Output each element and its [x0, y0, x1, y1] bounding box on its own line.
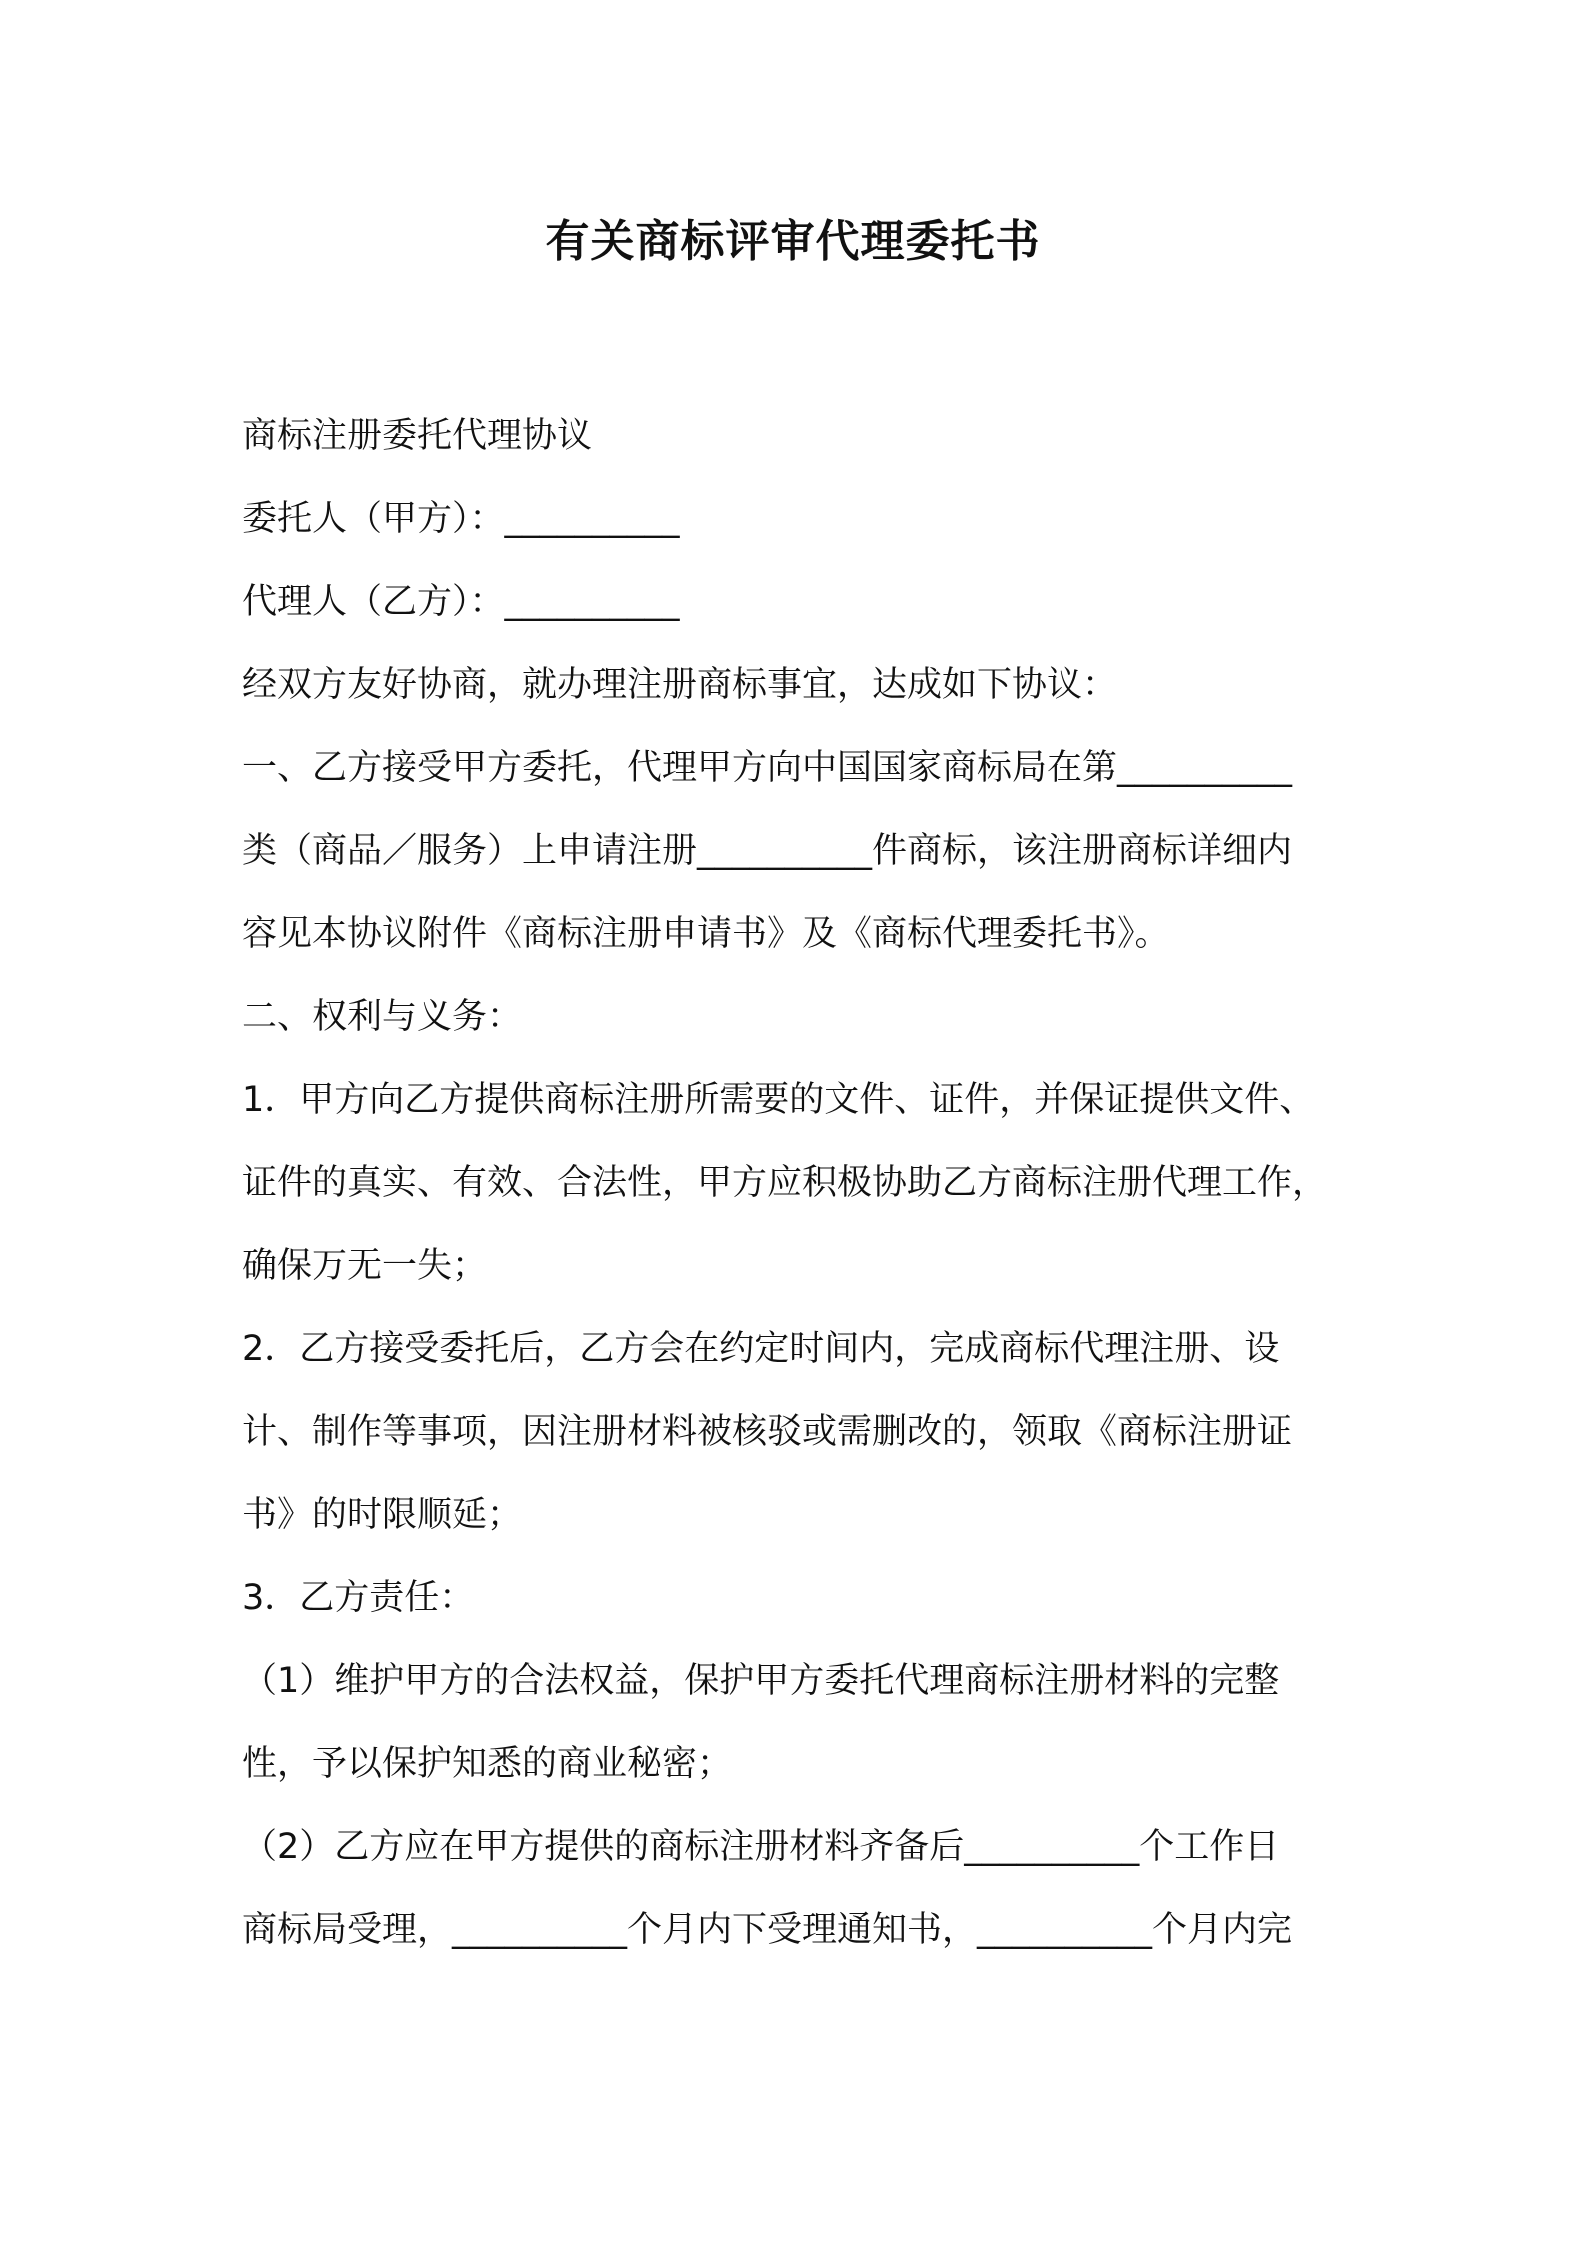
paragraph-line: （2）乙方应在甲方提供的商标注册材料齐备后__________个工作日	[242, 1827, 1280, 1867]
paragraph-line: 经双方友好协商，就办理注册商标事宜，达成如下协议：	[242, 665, 1118, 705]
paragraph-line: 容见本协议附件《商标注册申请书》及《商标代理委托书》。	[242, 914, 1170, 954]
paragraph-line: 一、乙方接受甲方委托，代理甲方向中国国家商标局在第__________	[242, 748, 1293, 788]
paragraph-line: 商标局受理，__________个月内下受理通知书，__________个月内完	[242, 1910, 1293, 1950]
paragraph-line: 计、制作等事项，因注册材料被核驳或需删改的，领取《商标注册证	[242, 1412, 1293, 1452]
paragraph-line: 二、权利与义务：	[242, 997, 523, 1037]
paragraph-line: 2．乙方接受委托后，乙方会在约定时间内，完成商标代理注册、设	[242, 1329, 1280, 1369]
paragraph-line: 代理人（乙方）：__________	[242, 582, 680, 622]
document-title: 有关商标评审代理委托书	[545, 216, 1041, 267]
paragraph-line: 证件的真实、有效、合法性，甲方应积极协助乙方商标注册代理工作，	[242, 1163, 1328, 1203]
paragraph-line: （1）维护甲方的合法权益，保护甲方委托代理商标注册材料的完整	[242, 1661, 1280, 1701]
paragraph-line: 性，予以保护知悉的商业秘密；	[242, 1744, 733, 1784]
paragraph-line: 委托人（甲方）：__________	[242, 499, 680, 539]
paragraph-line: 确保万无一失；	[242, 1246, 488, 1286]
document-body	[242, 406, 1362, 1983]
paragraph-line: 商标注册委托代理协议	[242, 416, 593, 456]
paragraph-line: 类（商品／服务）上申请注册__________件商标，该注册商标详细内	[242, 831, 1293, 871]
paragraph-line: 书》的时限顺延；	[242, 1495, 523, 1535]
paragraph-line: 3．乙方责任：	[242, 1578, 475, 1618]
paragraph-line: 1．甲方向乙方提供商标注册所需要的文件、证件，并保证提供文件、	[242, 1080, 1315, 1120]
